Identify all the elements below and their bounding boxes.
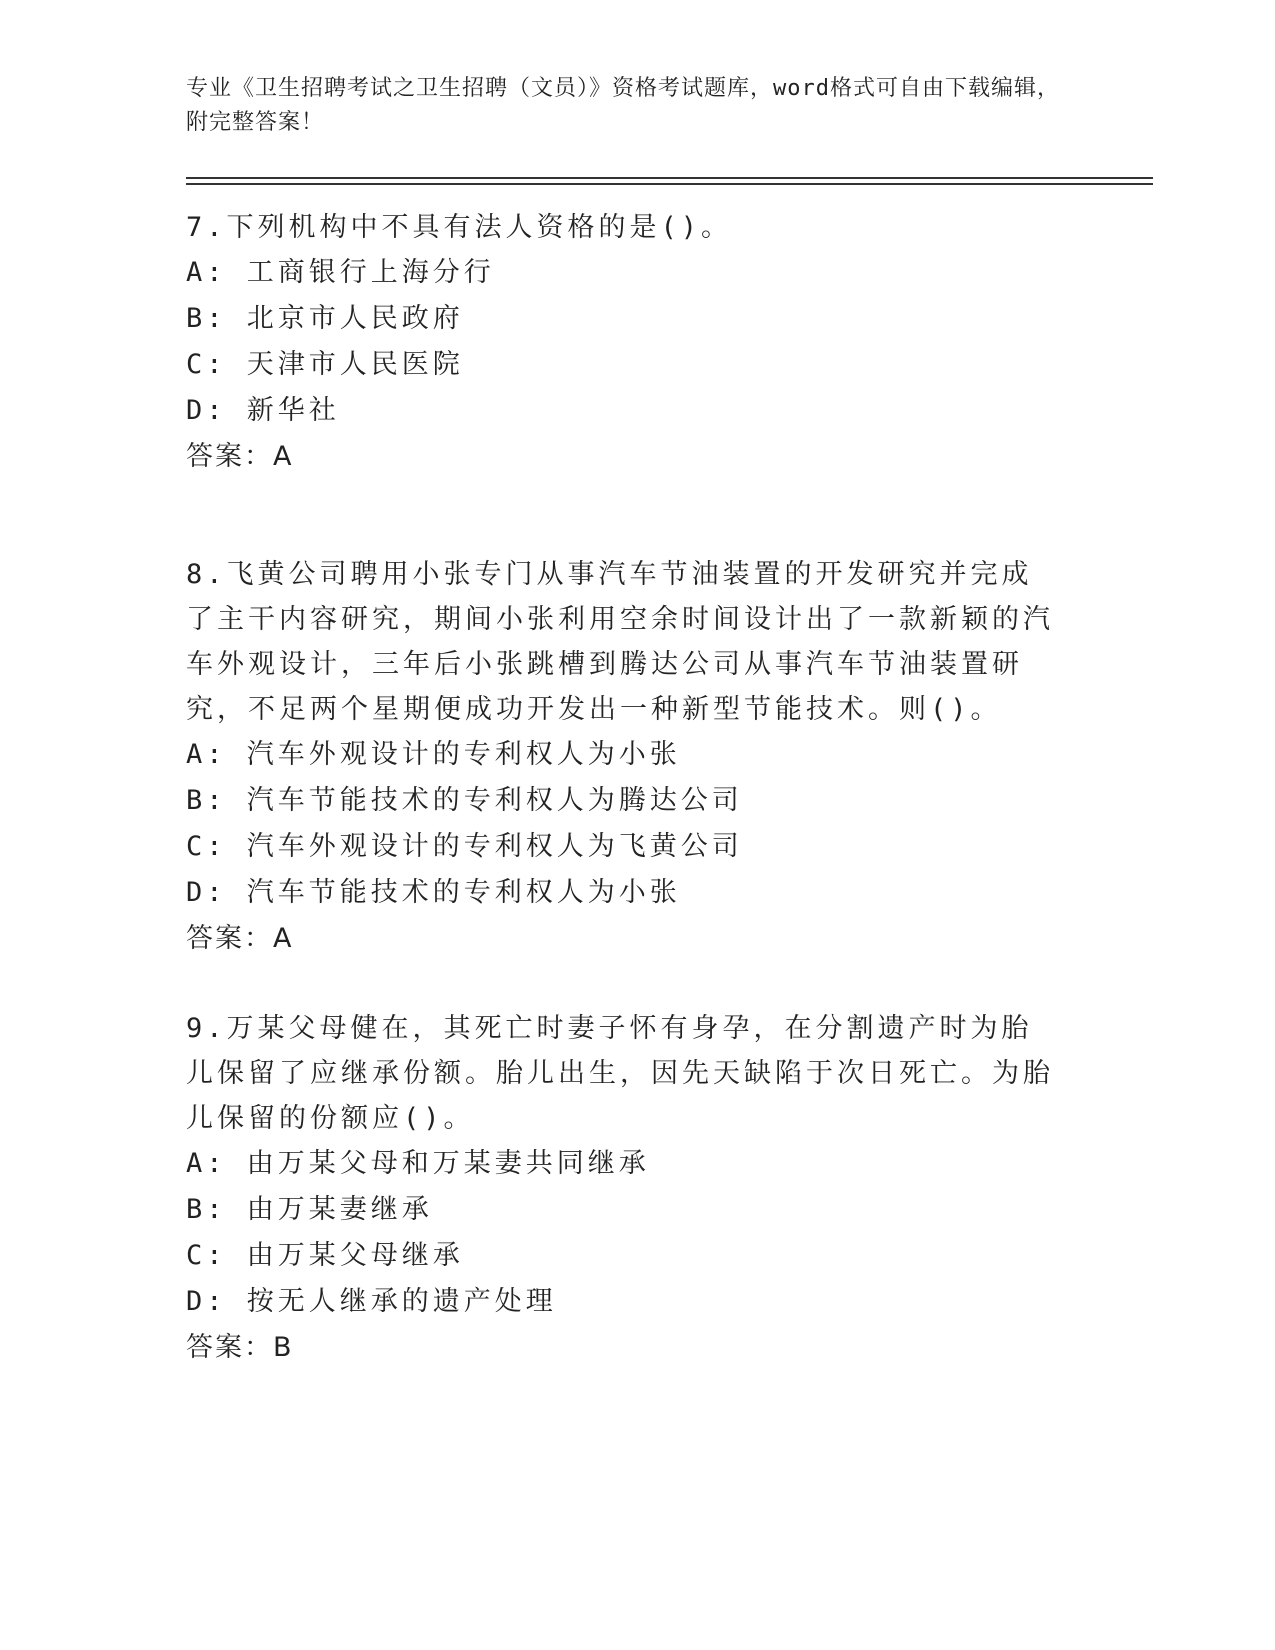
- option-text: 工商银行上海分行: [246, 257, 495, 288]
- option-b: [186, 1187, 1056, 1233]
- option-letter: D:: [186, 395, 227, 426]
- answer-line: 答案：B: [186, 1332, 294, 1363]
- question-stem: 9.万某父母健在，其死亡时妻子怀有身孕，在分割遗产时为胎儿保留了应继承份额。胎儿出生，因先天缺陷于次日死亡。为胎儿保留的份额应()。: [186, 1013, 1054, 1134]
- option-text: 汽车节能技术的专利权人为小张: [246, 877, 681, 908]
- option-text: 汽车节能技术的专利权人为腾达公司: [246, 785, 743, 816]
- option-text: 北京市人民政府: [246, 303, 464, 334]
- option-d: [186, 388, 1056, 434]
- option-letter: B:: [186, 785, 227, 816]
- question-9: [186, 1006, 1056, 1371]
- option-letter: C:: [186, 1240, 227, 1271]
- header-divider-bottom: [186, 183, 1153, 185]
- option-c: [186, 1233, 1056, 1279]
- option-a: [186, 250, 1056, 296]
- document-header: 专业《卫生招聘考试之卫生招聘（文员）》资格考试题库，word格式可自由下载编辑，附完整答案！: [186, 76, 1060, 135]
- option-text: 由万某父母继承: [246, 1240, 464, 1271]
- option-c: [186, 824, 1056, 870]
- option-text: 新华社: [246, 395, 340, 426]
- option-d: [186, 1279, 1056, 1325]
- option-text: 按无人继承的遗产处理: [246, 1286, 557, 1317]
- header-divider-top: [186, 177, 1153, 179]
- option-a: [186, 1141, 1056, 1187]
- option-text: 由万某妻继承: [246, 1194, 433, 1225]
- option-letter: A:: [186, 257, 227, 288]
- question-stem: 7.下列机构中不具有法人资格的是()。: [186, 212, 733, 243]
- option-text: 由万某父母和万某妻共同继承: [246, 1148, 650, 1179]
- answer-line: 答案：A: [186, 923, 294, 954]
- option-letter: C:: [186, 349, 227, 380]
- option-text: 天津市人民医院: [246, 349, 464, 380]
- option-d: [186, 870, 1056, 916]
- option-letter: A:: [186, 1148, 227, 1179]
- option-b: [186, 778, 1056, 824]
- option-a: [186, 732, 1056, 778]
- option-letter: B:: [186, 303, 227, 334]
- question-stem: 8.飞黄公司聘用小张专门从事汽车节油装置的开发研究并完成了主干内容研究，期间小张利用空余时间设计出了一款新颖的汽车外观设计，三年后小张跳槽到腾达公司从事汽车节油装置研究，不足两个星期便成功开发出一种新型节能技术。则()。: [186, 559, 1054, 725]
- option-letter: A:: [186, 739, 227, 770]
- option-letter: D:: [186, 1286, 227, 1317]
- option-c: [186, 342, 1056, 388]
- option-letter: B:: [186, 1194, 227, 1225]
- option-text: 汽车外观设计的专利权人为小张: [246, 739, 681, 770]
- question-7: [186, 205, 1056, 480]
- answer-line: 答案：A: [186, 441, 294, 472]
- option-letter: D:: [186, 877, 227, 908]
- option-b: [186, 296, 1056, 342]
- option-letter: C:: [186, 831, 227, 862]
- question-8: [186, 552, 1056, 962]
- option-text: 汽车外观设计的专利权人为飞黄公司: [246, 831, 743, 862]
